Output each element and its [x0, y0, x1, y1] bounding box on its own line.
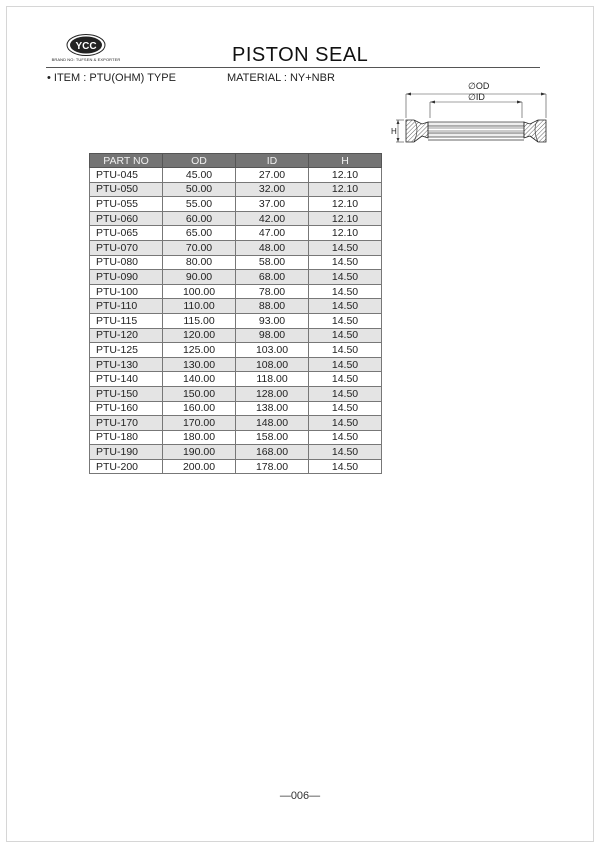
h-label: H [391, 127, 397, 136]
id-cell: 78.00 [236, 284, 309, 299]
id-cell: 42.00 [236, 211, 309, 226]
id-cell: 37.00 [236, 197, 309, 212]
id-cell: 47.00 [236, 226, 309, 241]
id-label: ∅ID [468, 92, 485, 102]
id-cell: 158.00 [236, 430, 309, 445]
h-cell: 14.50 [309, 328, 382, 343]
od-cell: 125.00 [163, 343, 236, 358]
table-row [90, 357, 382, 372]
od-cell: 120.00 [163, 328, 236, 343]
od-cell: 140.00 [163, 372, 236, 387]
h-cell: 14.50 [309, 416, 382, 431]
page-number: —006— [279, 790, 321, 802]
h-cell: 14.50 [309, 430, 382, 445]
logo-text: YCC [75, 41, 97, 52]
h-cell: 14.50 [309, 445, 382, 460]
item-type-label: • ITEM : PTU(OHM) TYPE [47, 72, 176, 84]
od-cell: 170.00 [163, 416, 236, 431]
part-no-cell: PTU-170 [90, 416, 163, 431]
h-cell: 14.50 [309, 459, 382, 474]
part-no-cell: PTU-160 [90, 401, 163, 416]
column-header-part-no: PART NO [90, 154, 163, 168]
id-cell: 93.00 [236, 313, 309, 328]
id-cell: 98.00 [236, 328, 309, 343]
od-cell: 100.00 [163, 284, 236, 299]
part-no-cell: PTU-080 [90, 255, 163, 270]
table-row [90, 197, 382, 212]
h-cell: 12.10 [309, 197, 382, 212]
table-row [90, 211, 382, 226]
page-title: PISTON SEAL [232, 44, 369, 66]
table-row [90, 430, 382, 445]
h-cell: 14.50 [309, 284, 382, 299]
part-no-cell: PTU-060 [90, 211, 163, 226]
id-cell: 58.00 [236, 255, 309, 270]
h-cell: 14.50 [309, 240, 382, 255]
od-cell: 115.00 [163, 313, 236, 328]
part-no-cell: PTU-070 [90, 240, 163, 255]
id-cell: 178.00 [236, 459, 309, 474]
h-cell: 14.50 [309, 270, 382, 285]
h-cell: 14.50 [309, 372, 382, 387]
id-cell: 27.00 [236, 168, 309, 183]
h-cell: 14.50 [309, 343, 382, 358]
od-cell: 190.00 [163, 445, 236, 460]
part-no-cell: PTU-055 [90, 197, 163, 212]
table-row [90, 386, 382, 401]
h-cell: 14.50 [309, 299, 382, 314]
h-cell: 14.50 [309, 255, 382, 270]
id-cell: 88.00 [236, 299, 309, 314]
h-cell: 12.10 [309, 182, 382, 197]
seal-cross-section-diagram [388, 76, 560, 156]
part-no-cell: PTU-110 [90, 299, 163, 314]
id-cell: 103.00 [236, 343, 309, 358]
part-no-cell: PTU-180 [90, 430, 163, 445]
h-cell: 14.50 [309, 401, 382, 416]
part-no-cell: PTU-200 [90, 459, 163, 474]
od-cell: 200.00 [163, 459, 236, 474]
od-cell: 70.00 [163, 240, 236, 255]
id-cell: 32.00 [236, 182, 309, 197]
od-cell: 110.00 [163, 299, 236, 314]
od-cell: 160.00 [163, 401, 236, 416]
od-cell: 65.00 [163, 226, 236, 241]
h-cell: 12.10 [309, 168, 382, 183]
table-row [90, 401, 382, 416]
table-row [90, 372, 382, 387]
table-row [90, 270, 382, 285]
part-no-cell: PTU-130 [90, 357, 163, 372]
id-cell: 128.00 [236, 386, 309, 401]
od-cell: 55.00 [163, 197, 236, 212]
part-no-cell: PTU-065 [90, 226, 163, 241]
od-cell: 90.00 [163, 270, 236, 285]
id-cell: 168.00 [236, 445, 309, 460]
od-label: ∅OD [468, 81, 490, 91]
h-cell: 12.10 [309, 226, 382, 241]
table-row [90, 255, 382, 270]
table-row [90, 182, 382, 197]
od-cell: 150.00 [163, 386, 236, 401]
part-no-cell: PTU-100 [90, 284, 163, 299]
id-cell: 108.00 [236, 357, 309, 372]
table-row [90, 343, 382, 358]
company-logo [46, 34, 126, 68]
table-row [90, 445, 382, 460]
id-cell: 138.00 [236, 401, 309, 416]
table-header-row [90, 154, 382, 168]
table-row [90, 226, 382, 241]
table-row [90, 328, 382, 343]
part-no-cell: PTU-140 [90, 372, 163, 387]
part-no-cell: PTU-115 [90, 313, 163, 328]
table-body [90, 168, 382, 474]
od-cell: 60.00 [163, 211, 236, 226]
table-row [90, 459, 382, 474]
part-no-cell: PTU-120 [90, 328, 163, 343]
column-header-id: ID [236, 154, 309, 168]
table-row [90, 416, 382, 431]
id-cell: 148.00 [236, 416, 309, 431]
part-no-cell: PTU-090 [90, 270, 163, 285]
column-header-od: OD [163, 154, 236, 168]
id-cell: 68.00 [236, 270, 309, 285]
part-no-cell: PTU-125 [90, 343, 163, 358]
id-cell: 118.00 [236, 372, 309, 387]
part-no-cell: PTU-190 [90, 445, 163, 460]
part-no-cell: PTU-045 [90, 168, 163, 183]
column-header-h: H [309, 154, 382, 168]
od-cell: 130.00 [163, 357, 236, 372]
h-cell: 14.50 [309, 313, 382, 328]
table-row [90, 168, 382, 183]
h-cell: 14.50 [309, 357, 382, 372]
logo-caption: BRAND NO: TUFSEN & EXPORTER [51, 57, 121, 62]
part-no-cell: PTU-050 [90, 182, 163, 197]
od-cell: 45.00 [163, 168, 236, 183]
part-spec-table [89, 153, 382, 474]
od-cell: 180.00 [163, 430, 236, 445]
part-no-cell: PTU-150 [90, 386, 163, 401]
table-row [90, 299, 382, 314]
od-cell: 80.00 [163, 255, 236, 270]
id-cell: 48.00 [236, 240, 309, 255]
table-row [90, 284, 382, 299]
h-cell: 12.10 [309, 211, 382, 226]
od-cell: 50.00 [163, 182, 236, 197]
material-label: MATERIAL : NY+NBR [227, 72, 335, 84]
h-cell: 14.50 [309, 386, 382, 401]
table-row [90, 240, 382, 255]
table-row [90, 313, 382, 328]
logo-emblem-icon [66, 34, 106, 56]
title-divider [46, 67, 540, 68]
